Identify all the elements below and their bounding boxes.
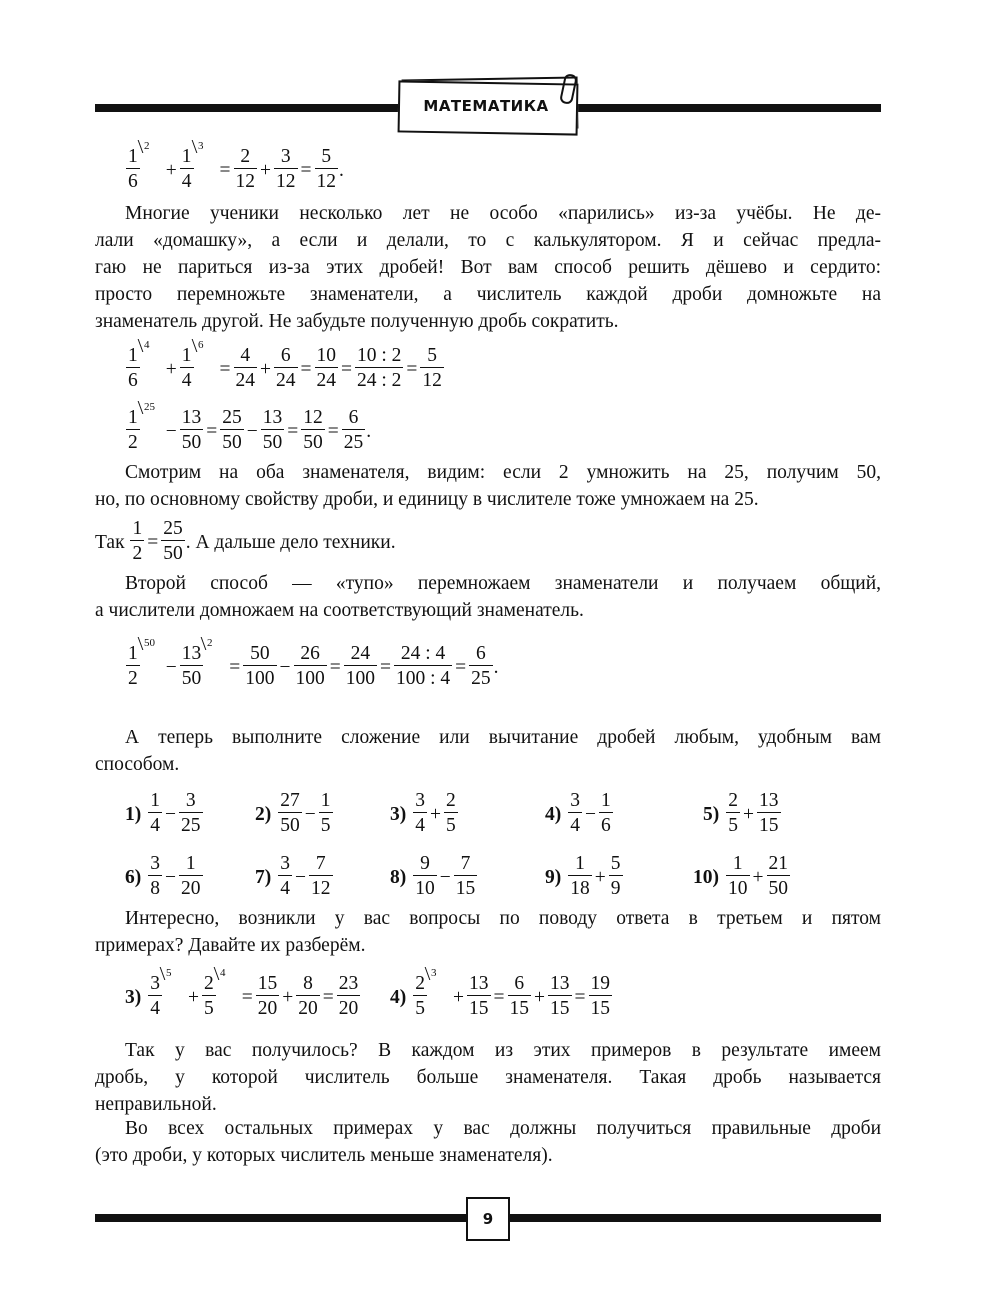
fraction [179, 853, 203, 902]
fraction [548, 973, 572, 1022]
exercise-number: 2) [255, 803, 272, 825]
text-line: но, по основному свойству дроби, и единицу в числителе тоже умножаем на 25. [95, 489, 759, 510]
multiplier-value: 4 [143, 339, 150, 351]
denominator: 15 [550, 998, 570, 1020]
fraction [180, 407, 204, 456]
inline-text: . [366, 420, 372, 442]
denominator: 5 [320, 815, 331, 837]
text-line: гаю не париться из-за этих дробей! Вот вам способ решить дёшево и сердито: [95, 257, 881, 278]
operator: = [455, 656, 467, 678]
fraction [301, 407, 325, 456]
fraction [126, 401, 155, 456]
text-line: А теперь выполните сложение или вычитание дробей любым, удобным вам [125, 727, 881, 748]
numerator: 24 : 4 [400, 643, 446, 664]
denominator: 100 [245, 668, 275, 690]
operator: − [165, 420, 177, 442]
denominator: 2 [132, 543, 143, 565]
exercise-5 [703, 790, 782, 839]
numerator: 13 [550, 973, 570, 994]
multiplier-value: 2 [207, 637, 213, 649]
denominator: 50 [768, 878, 788, 900]
fraction [261, 407, 285, 456]
fraction [315, 345, 339, 394]
fraction [413, 790, 427, 839]
paragraph-4 [95, 724, 881, 778]
text-line: неправильной. [95, 1094, 217, 1115]
denominator: 12 [311, 878, 331, 900]
numerator: 6 [348, 407, 359, 428]
fraction [508, 973, 532, 1022]
fraction [243, 643, 276, 692]
numerator: 4 [240, 345, 251, 366]
text-line: Так у вас получилось? В каждом из этих примеров в результате имеем [125, 1040, 881, 1061]
denominator: 20 [181, 878, 201, 900]
operator: = [206, 420, 218, 442]
fraction [568, 853, 592, 902]
denominator: 50 [280, 815, 300, 837]
formula-2 [125, 339, 445, 394]
exercise-number: 3) [125, 986, 142, 1008]
fraction [726, 790, 740, 839]
inline-text: . [493, 656, 499, 678]
fraction [420, 345, 444, 394]
denominator: 20 [338, 998, 359, 1020]
denominator: 12 [422, 370, 442, 392]
denominator: 12 [316, 171, 336, 193]
numerator: 2 [204, 973, 214, 994]
operator: + [743, 803, 754, 825]
fraction [126, 339, 150, 394]
exercise-number: 4) [390, 986, 407, 1008]
fraction [757, 790, 781, 839]
denominator: 25 [181, 815, 201, 837]
numerator: 5 [427, 345, 438, 366]
denominator: 15 [509, 998, 529, 1020]
multiplier-value: 3 [197, 140, 203, 152]
numerator: 2 [446, 790, 456, 811]
text-line: дробь, у которой числитель больше знаменателя. Такая дробь называется [95, 1067, 881, 1088]
denominator: 50 [181, 668, 202, 690]
numerator: 13 [759, 790, 779, 811]
exercise-number: 6) [125, 866, 142, 888]
denominator: 5 [204, 998, 214, 1020]
paragraph-7 [95, 1115, 881, 1169]
numerator: 2 [415, 973, 425, 994]
denominator: 6 [601, 815, 611, 837]
exercise-6 [125, 853, 204, 902]
fraction [274, 146, 298, 195]
fraction [180, 637, 213, 692]
multiplier-value: 50 [143, 637, 155, 649]
fraction [337, 973, 361, 1022]
numerator: 1 [575, 853, 585, 874]
fraction [767, 853, 791, 902]
numerator: 12 [303, 407, 323, 428]
fraction [315, 146, 339, 195]
operator: + [430, 803, 441, 825]
exercise-10 [693, 853, 791, 902]
exercise-number: 5) [703, 803, 720, 825]
operator: = [406, 358, 418, 380]
operator: + [594, 866, 606, 888]
fraction [274, 345, 298, 394]
denominator: 24 : 2 [357, 370, 402, 392]
fraction [344, 643, 377, 692]
page-number: 9 [466, 1197, 510, 1241]
numerator: 21 [768, 853, 788, 874]
numerator: 1 [185, 853, 196, 874]
multiplier-value: 25 [143, 401, 155, 413]
numerator: 3 [185, 790, 196, 811]
operator: = [300, 358, 312, 380]
numerator: 10 : 2 [357, 345, 402, 366]
operator: = [341, 358, 352, 380]
denominator: 100 : 4 [396, 668, 451, 690]
operator: − [246, 420, 258, 442]
numerator: 3 [280, 853, 290, 874]
fraction [319, 790, 333, 839]
operator: + [165, 358, 177, 380]
text-line: а числители домножаем на соответствующий знаменатель. [95, 600, 584, 621]
numerator: 15 [257, 973, 278, 994]
denominator: 10 [415, 878, 435, 900]
denominator: 8 [150, 878, 160, 900]
numerator: 7 [315, 853, 326, 874]
operator: = [327, 420, 339, 442]
numerator: 6 [476, 643, 486, 664]
denominator: 4 [280, 878, 290, 900]
denominator: 10 [728, 878, 748, 900]
operator: − [165, 866, 176, 888]
denominator: 25 [343, 432, 364, 454]
numerator: 1 [128, 643, 138, 664]
exercise-number: 3) [390, 803, 407, 825]
denominator: 6 [128, 171, 138, 193]
operator: = [574, 986, 586, 1008]
numerator: 3 [280, 146, 291, 167]
exercise-7 [255, 853, 334, 902]
numerator: 1 [128, 345, 138, 366]
exercise-number: 7) [255, 866, 272, 888]
fraction [568, 790, 582, 839]
denominator: 18 [570, 878, 590, 900]
numerator: 10 [316, 345, 336, 366]
exercise-2 [255, 790, 334, 839]
exercise-9 [545, 853, 624, 902]
numerator: 50 [250, 643, 270, 664]
denominator: 4 [181, 370, 192, 392]
text-line: Интересно, возникли у вас вопросы по поводу ответа в третьем и пятом [125, 908, 881, 929]
operator: = [219, 358, 231, 380]
inline-text: . [339, 159, 344, 181]
operator: + [752, 866, 764, 888]
fraction [469, 643, 493, 692]
operator: = [493, 986, 505, 1008]
text-line: просто перемножьте знаменатели, а числитель каждой дроби домножьте на [95, 284, 881, 305]
text-line: знаменатель другой. Не забудьте полученную дробь сократить. [95, 311, 619, 332]
fraction [180, 339, 203, 394]
operator: − [439, 866, 451, 888]
denominator: 12 [235, 171, 255, 193]
operator: − [585, 803, 596, 825]
denominator: 20 [298, 998, 318, 1020]
numerator: 1 [732, 853, 743, 874]
operator: = [147, 531, 159, 553]
denominator: 15 [590, 998, 610, 1020]
multiplier-value: 6 [197, 339, 203, 351]
fraction [609, 853, 623, 902]
numerator: 2 [240, 146, 251, 167]
exercise-number: 9) [545, 866, 562, 888]
denominator: 50 [262, 432, 283, 454]
operator: + [453, 986, 464, 1008]
numerator: 13 [181, 643, 202, 664]
exercise-number: 8) [390, 866, 407, 888]
numerator: 3 [415, 790, 425, 811]
exercise-number: 10) [693, 866, 719, 888]
numerator: 25 [163, 518, 183, 539]
formula-3 [125, 401, 372, 456]
numerator: 1 [181, 345, 192, 366]
fraction [234, 345, 258, 394]
fraction [256, 973, 280, 1022]
operator: − [295, 866, 306, 888]
denominator: 15 [469, 998, 489, 1020]
operator: = [322, 986, 334, 1008]
inline-text: . А дальше дело техники. [185, 531, 396, 553]
multiplier-value: 2 [143, 140, 150, 152]
formula-tak [95, 518, 396, 567]
fraction [355, 345, 403, 394]
denominator: 5 [728, 815, 738, 837]
section-title: МАТЕМАТИКА [423, 97, 549, 115]
operator: = [287, 420, 299, 442]
paragraph-5 [95, 905, 881, 959]
denominator: 50 [163, 543, 183, 565]
numerator: 8 [303, 973, 313, 994]
fraction [148, 967, 172, 1022]
operator: = [300, 159, 312, 181]
text-line: Смотрим на оба знаменателя, видим: если 2 умножить на 25, получим 50, [125, 462, 881, 483]
fraction [148, 853, 162, 902]
text-line: Многие ученики несколько лет не особо «парились» из-за учёбы. Не де- [125, 203, 881, 224]
denominator: 2 [128, 668, 138, 690]
operator: + [534, 986, 545, 1008]
extra-multiplier [137, 637, 157, 650]
multiplier-value: 4 [219, 967, 226, 979]
fraction [148, 790, 162, 839]
numerator: 19 [590, 973, 610, 994]
fraction [294, 643, 327, 692]
text-line: примерах? Давайте их разберём. [95, 935, 366, 956]
operator: + [282, 986, 294, 1008]
numerator: 24 [350, 643, 371, 664]
numerator: 5 [321, 146, 332, 167]
fraction [278, 853, 292, 902]
exercise-4 [545, 790, 614, 839]
numerator: 23 [338, 973, 359, 994]
operator: − [165, 803, 176, 825]
denominator: 25 [471, 668, 491, 690]
multiplier-value: 3 [431, 967, 437, 979]
numerator: 25 [222, 407, 242, 428]
paragraph-1 [95, 200, 881, 335]
numerator: 26 [300, 643, 320, 664]
denominator: 100 [345, 668, 375, 690]
operator: = [329, 656, 341, 678]
fraction [413, 967, 437, 1022]
numerator: 1 [128, 146, 138, 167]
fraction [394, 643, 452, 692]
denominator: 24 [276, 370, 296, 392]
paragraph-6 [95, 1037, 881, 1118]
fraction [413, 853, 437, 902]
numerator: 1 [132, 518, 143, 539]
operator: = [241, 986, 253, 1008]
denominator: 20 [257, 998, 278, 1020]
denominator: 4 [150, 998, 160, 1020]
denominator: 2 [128, 432, 138, 454]
denominator: 4 [570, 815, 580, 837]
fraction [342, 407, 366, 456]
text-line: Во всех остальных примерах у вас должны получиться правильные дроби [125, 1118, 881, 1139]
exercise-1 [125, 790, 204, 839]
formula-4 [125, 637, 499, 692]
fraction [220, 407, 244, 456]
numerator: 1 [128, 407, 138, 428]
numerator: 1 [181, 146, 192, 167]
numerator: 3 [570, 790, 580, 811]
numerator: 1 [601, 790, 611, 811]
exercise-number: 1) [125, 803, 142, 825]
denominator: 15 [455, 878, 476, 900]
exercise-8 [390, 853, 478, 902]
denominator: 9 [610, 878, 621, 900]
denominator: 4 [181, 171, 192, 193]
denominator: 50 [303, 432, 323, 454]
fraction [180, 140, 203, 195]
denominator: 50 [181, 432, 202, 454]
fraction [126, 140, 150, 195]
fraction [726, 853, 750, 902]
denominator: 5 [446, 815, 456, 837]
numerator: 13 [181, 407, 202, 428]
denominator: 5 [415, 998, 425, 1020]
denominator: 12 [276, 171, 296, 193]
fraction [309, 853, 333, 902]
numerator: 27 [280, 790, 300, 811]
denominator: 24 [235, 370, 255, 392]
numerator: 6 [280, 345, 291, 366]
exercise-number: 4) [545, 803, 562, 825]
fraction [296, 973, 320, 1022]
numerator: 7 [460, 853, 471, 874]
numerator: 13 [262, 407, 283, 428]
numerator: 3 [150, 853, 160, 874]
text-line: Второй способ — «тупо» перемножаем знаменатели и получаем общий, [125, 573, 881, 594]
operator: − [165, 656, 177, 678]
fraction [444, 790, 458, 839]
formula-1 [125, 140, 344, 195]
operator: − [279, 656, 291, 678]
operator: + [260, 358, 271, 380]
numerator: 1 [320, 790, 331, 811]
denominator: 50 [222, 432, 242, 454]
operator: + [260, 159, 271, 181]
fraction [161, 518, 185, 567]
operator: = [219, 159, 231, 181]
text-line: лали «домашку», а если и делали, то с калькулятором. Я и сейчас предла- [95, 230, 881, 251]
paragraph-3 [95, 570, 881, 624]
numerator: 9 [420, 853, 430, 874]
solution-3 [125, 967, 361, 1022]
operator: = [229, 656, 241, 678]
fraction [278, 790, 302, 839]
multiplier-value: 5 [166, 967, 172, 979]
fraction [234, 146, 258, 195]
solution-4 [390, 967, 613, 1022]
text-line: способом. [95, 754, 180, 775]
denominator: 4 [415, 815, 425, 837]
text-line: (это дроби, у которых числитель меньше знаменателя). [95, 1145, 553, 1166]
numerator: 6 [514, 973, 525, 994]
operator: − [304, 803, 316, 825]
fraction [599, 790, 613, 839]
fraction [130, 518, 144, 567]
operator: = [380, 656, 391, 678]
operator: + [165, 159, 177, 181]
extra-multiplier [137, 401, 157, 414]
denominator: 4 [150, 815, 160, 837]
denominator: 6 [128, 370, 138, 392]
inline-text: Так [95, 531, 130, 553]
numerator: 5 [610, 853, 621, 874]
fraction [202, 967, 226, 1022]
denominator: 15 [759, 815, 779, 837]
fraction [467, 973, 491, 1022]
numerator: 1 [150, 790, 160, 811]
operator: + [188, 986, 199, 1008]
numerator: 13 [469, 973, 489, 994]
fraction [454, 853, 478, 902]
numerator: 3 [150, 973, 160, 994]
fraction [179, 790, 203, 839]
denominator: 24 [316, 370, 336, 392]
paragraph-2 [95, 459, 881, 513]
fraction [126, 637, 155, 692]
exercise-3 [390, 790, 459, 839]
fraction [589, 973, 613, 1022]
numerator: 2 [728, 790, 738, 811]
denominator: 100 [295, 668, 325, 690]
